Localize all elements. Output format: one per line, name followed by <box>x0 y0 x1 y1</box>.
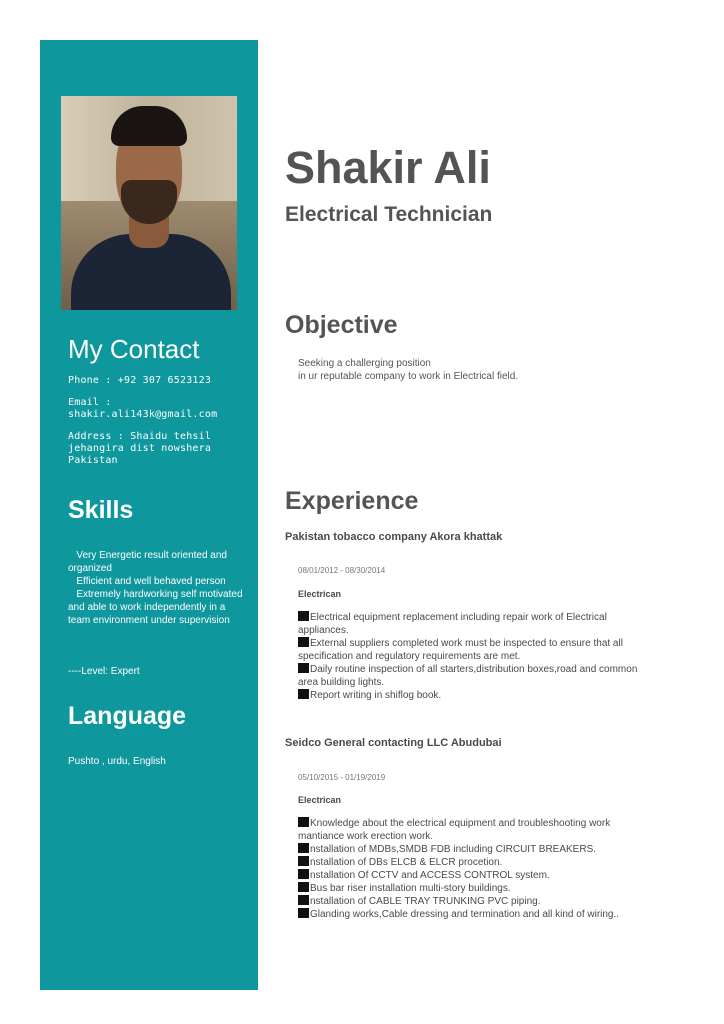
duty-item: External suppliers completed work must be inspected to ensure that all specification and regulatory requirements are met. <box>298 638 623 662</box>
experience-heading: Experience <box>285 487 419 515</box>
profile-photo <box>61 96 237 310</box>
bullet-square-icon <box>298 895 309 905</box>
duty-item: Electrical equipment replacement including repair work of Electrical appliances. <box>298 612 607 636</box>
phone-text: Phone : +92 307 6523123 <box>68 375 212 386</box>
duty-item: nstallation of DBs ELCB & ELCR procetion. <box>298 856 648 869</box>
languages-text: Pushto , urdu, English <box>68 756 166 767</box>
job-dates: 08/01/2012 - 08/30/2014 <box>298 566 386 575</box>
bullet-square-icon <box>298 856 309 866</box>
objective-text <box>298 357 698 383</box>
bullet-square-icon <box>298 908 309 918</box>
skills-heading: Skills <box>68 496 134 524</box>
objective-heading: Objective <box>285 311 398 339</box>
duty-item: Report writing in shiflog book. <box>298 689 648 702</box>
duty-item: Knowledge about the electrical equipment and troubleshooting work mantiance work erection work. <box>298 818 611 842</box>
bullet-square-icon <box>298 637 309 647</box>
language-heading: Language <box>68 702 187 730</box>
skill-item: Very Energetic result oriented and organized <box>68 550 227 574</box>
bullet-square-icon <box>298 817 309 827</box>
bullet-square-icon <box>298 689 309 699</box>
objective-line: Seeking a challerging position <box>298 358 431 369</box>
duty-item: nstallation Of CCTV and ACCESS CONTROL system. <box>298 869 648 882</box>
job-role: Electrican <box>298 795 342 805</box>
sidebar <box>40 40 258 990</box>
bullet-square-icon <box>298 882 309 892</box>
skill-level: ----Level: Expert <box>68 666 140 677</box>
bullet-square-icon <box>298 869 309 879</box>
candidate-name: Shakir Ali <box>285 142 491 193</box>
duties-list <box>298 817 648 921</box>
job-role: Electrican <box>298 589 342 599</box>
bullet-square-icon <box>298 663 309 673</box>
duty-item: Daily routine inspection of all starters,distribution boxes,road and common area building lights. <box>298 664 638 688</box>
skills-list <box>68 549 250 627</box>
duty-item: nstallation of MDBs,SMDB FDB including CIRCUIT BREAKERS. <box>298 843 648 856</box>
company-name: Pakistan tobacco company Akora khattak <box>285 531 503 543</box>
bullet-square-icon <box>298 843 309 853</box>
skill-item: Extremely hardworking self motivated and able to work independently in a team environment under supervision <box>68 589 243 626</box>
job-title: Electrical Technician <box>285 203 493 226</box>
job-dates: 05/10/2015 - 01/19/2019 <box>298 773 386 782</box>
duty-item: nstallation of CABLE TRAY TRUNKING PVC piping. <box>298 895 648 908</box>
contact-heading: My Contact <box>68 334 200 364</box>
email-text: Email : shakir.ali143k@gmail.com <box>68 397 218 420</box>
objective-line: in ur reputable company to work in Electrical field. <box>298 371 519 382</box>
bullet-square-icon <box>298 611 309 621</box>
duties-list <box>298 611 648 702</box>
duty-item: Glanding works,Cable dressing and termination and all kind of wiring.. <box>298 908 648 921</box>
duty-item: Bus bar riser installation multi-story buildings. <box>298 882 648 895</box>
company-name: Seidco General contacting LLC Abudubai <box>285 737 502 749</box>
skill-item: Efficient and well behaved person <box>76 576 226 587</box>
address-text: Address : Shaidu tehsil jehangira dist nowshera Pakistan <box>68 431 212 466</box>
